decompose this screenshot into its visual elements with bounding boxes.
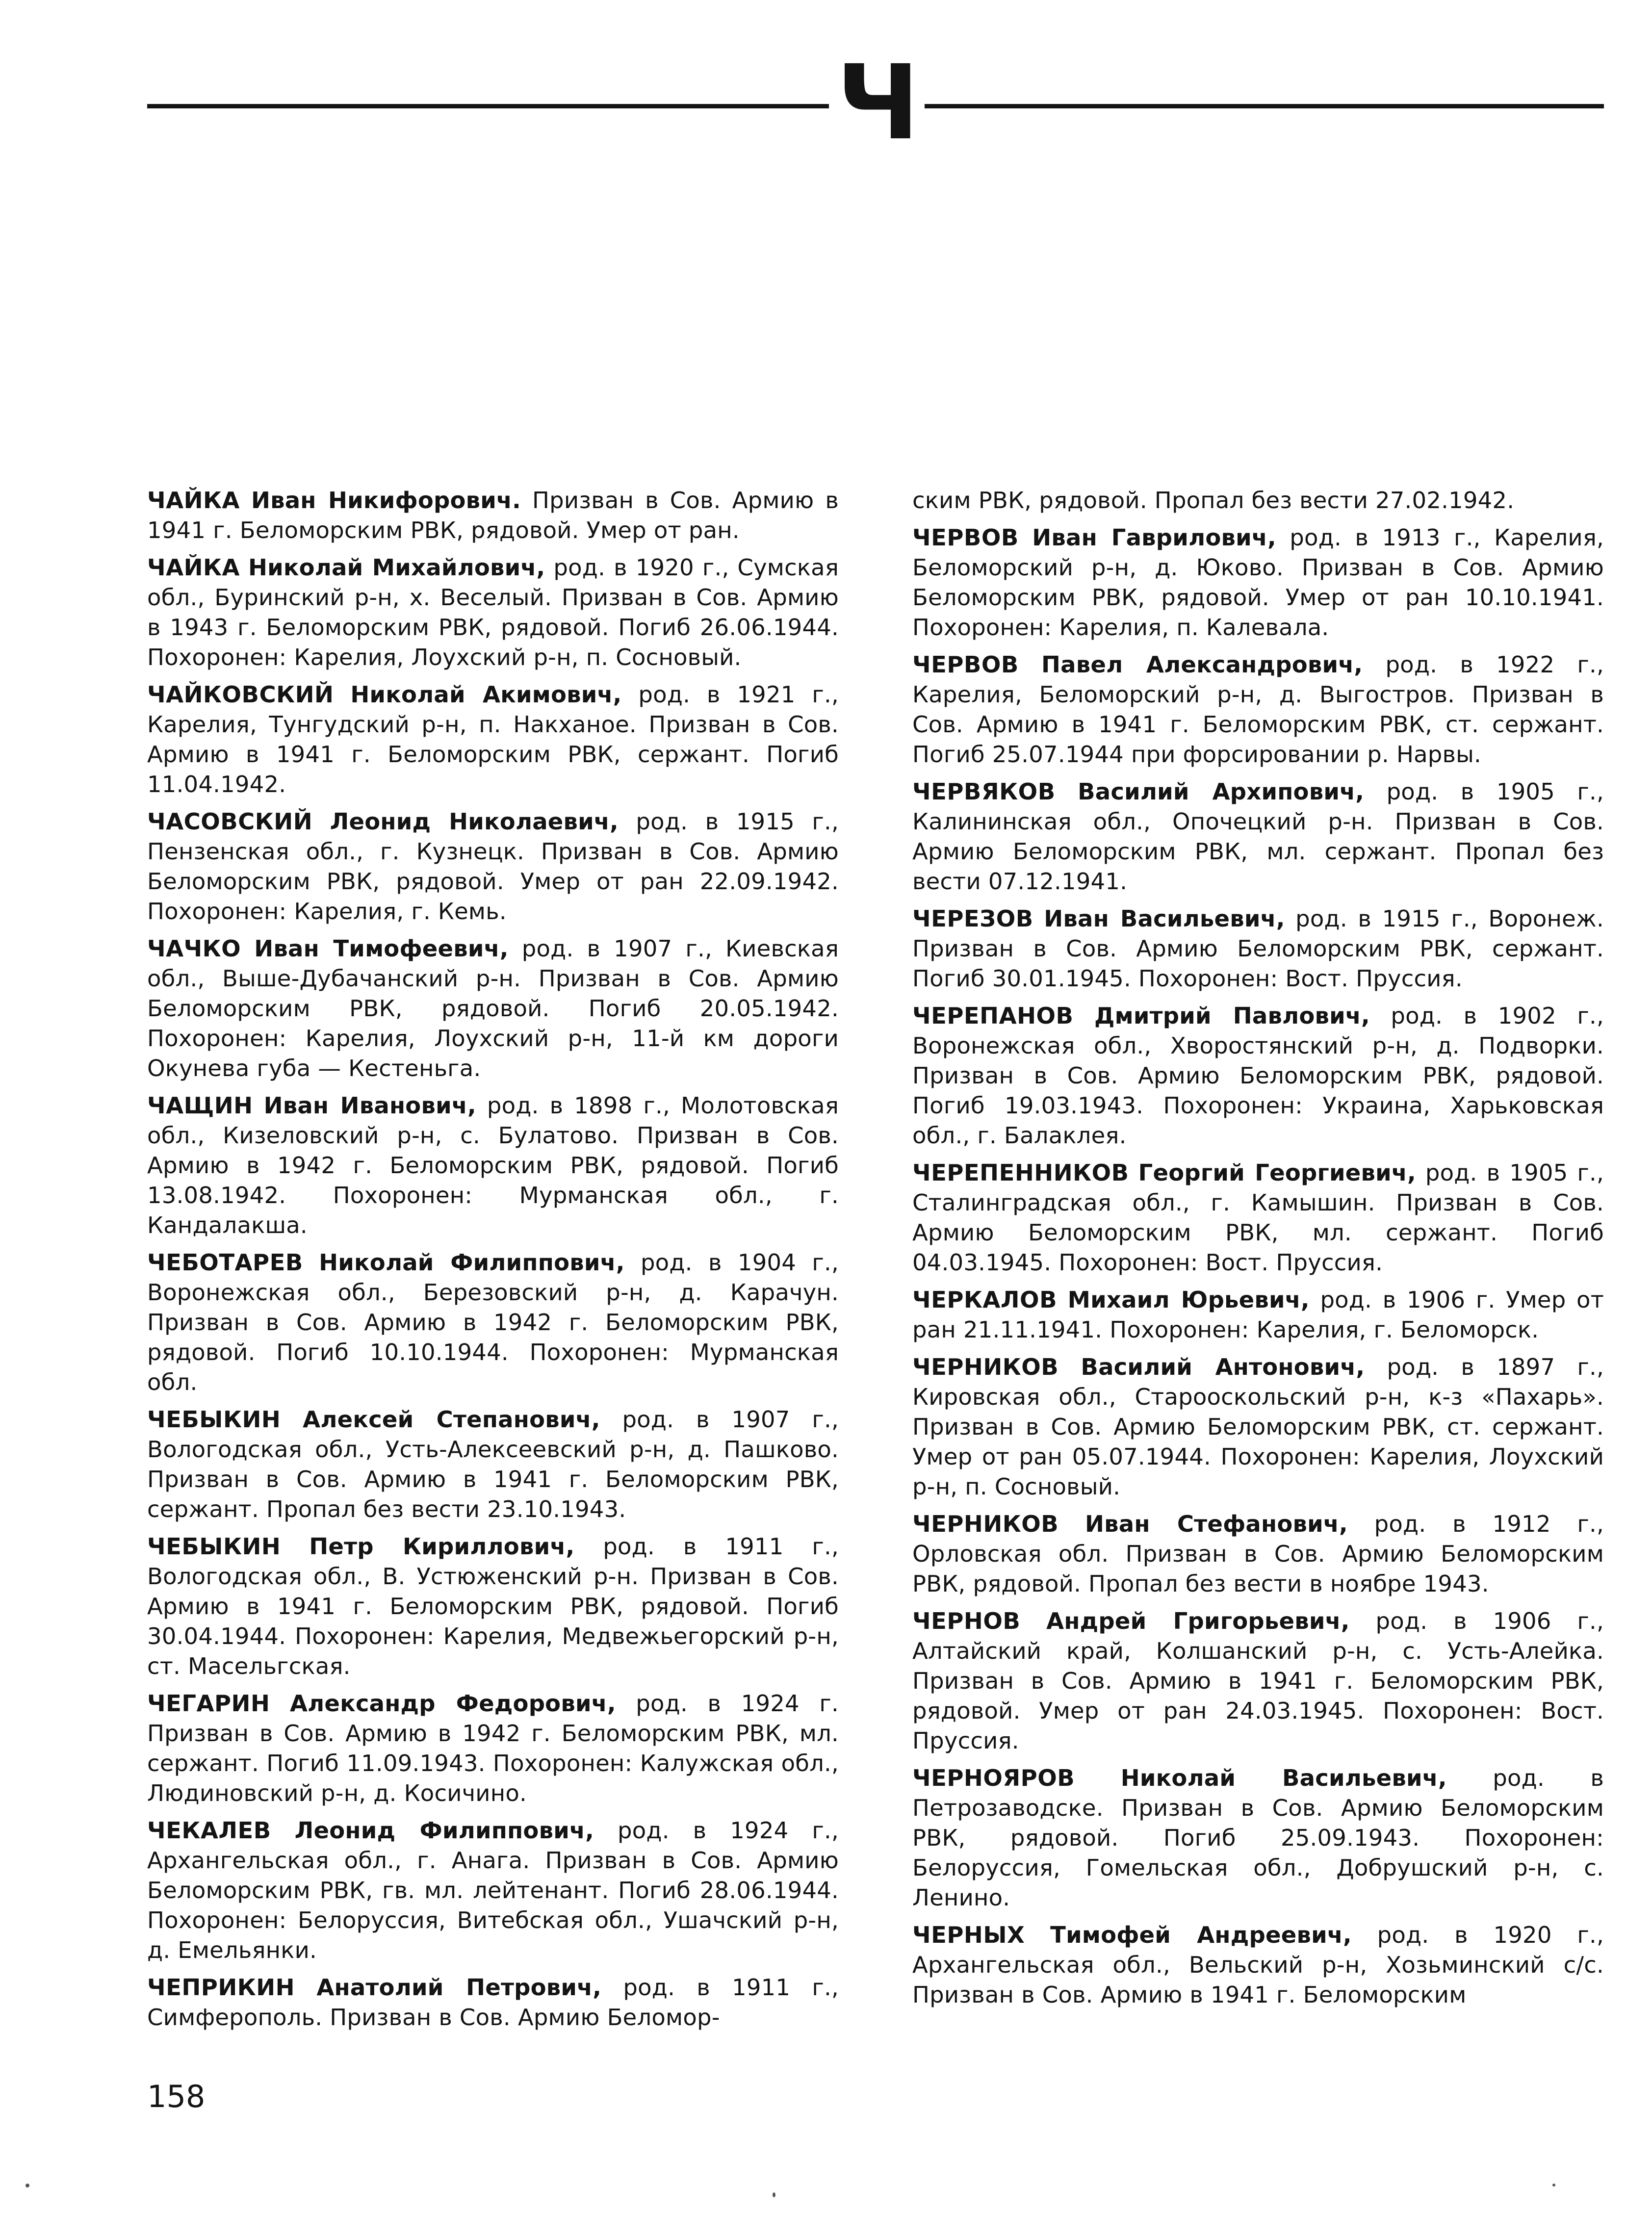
entry-text: род. в 1924 г. Призван в Сов. Армию в 1942 г. Беломорским РВК, мл. сержант. Погиб 11.09.1943. Похоронен: Калужская обл., Людиновский р-н, д. Косичино.	[147, 1690, 839, 1806]
entry-text: род. в 1915 г., Воронеж. Призван в Сов. Армию Беломорским РВК, сержант. Погиб 30.01.1945. Похоронен: Вост. Пруссия.	[912, 905, 1604, 992]
entry-text: ским РВК, рядовой. Пропал без вести 27.02.1942.	[912, 487, 1515, 514]
entry-given-names: Василий Антонович,	[1081, 1354, 1365, 1380]
entry	[147, 1091, 839, 1240]
entry	[147, 1248, 839, 1397]
entry-text: род. в 1907 г., Вологодская обл., Усть-Алексеевский р-н, д. Пашково. Призван в Сов. Армию в 1941 г. Беломорским РВК, сержант. Пропал без вести 23.10.1943.	[147, 1406, 839, 1522]
entry	[912, 904, 1604, 994]
entry	[147, 1816, 839, 1965]
scan-speck	[773, 2192, 775, 2197]
entry-surname: ЧАЩИН	[147, 1092, 253, 1119]
entry-text: род. в 1904 г., Воронежская обл., Березовский р-н, д. Карачун. Призван в Сов. Армию в 1942 г. Беломорским РВК, рядовой. Погиб 10.10.1944. Похоронен: Мурманская обл.	[147, 1249, 839, 1395]
entry-given-names: Иван Стефанович,	[1085, 1511, 1348, 1537]
entry-surname: ЧЕБЫКИН	[147, 1406, 281, 1433]
entry-text: род. в Петрозаводске. Призван в Сов. Армию Беломорским РВК, рядовой. Погиб 25.09.1943. Похоронен: Белоруссия, Гомельская обл., Добрушский р-н, с. Ленино.	[912, 1765, 1604, 1911]
entry-text: род. в 1907 г., Киевская обл., Выше-Дубачанский р-н. Призван в Сов. Армию Беломорским РВК, рядовой. Погиб 20.05.1942. Похоронен: Карелия, Лоухский р-н, 11-й км дороги Окунева губа — Кестеньга.	[147, 935, 839, 1081]
entry-surname: ЧЕРВОВ	[912, 524, 1019, 551]
entry-surname: ЧАСОВСКИЙ	[147, 808, 313, 835]
entry	[912, 1352, 1604, 1502]
entry-given-names: Павел Александрович,	[1041, 651, 1363, 678]
entry-text: Призван в Сов. Армию в 1941 г. Беломорским РВК, рядовой. Умер от ран.	[147, 487, 839, 543]
entry-text: род. в 1897 г., Кировская обл., Старооскольский р-н, к-з «Пахарь». Призван в Сов. Армию Беломорским РВК, ст. сержант. Умер от ран 05.07.1944. Похоронен: Карелия, Лоухский р-н, п. Сосновый.	[912, 1354, 1604, 1500]
entry-given-names: Иван Тимофеевич,	[254, 935, 509, 962]
entry-text: род. в 1905 г., Сталинградская обл., г. Камышин. Призван в Сов. Армию Беломорским РВК, мл. сержант. Погиб 04.03.1945. Похоронен: Вост. Пруссия.	[912, 1159, 1604, 1276]
entry-text: род. в 1906 г. Умер от ран 21.11.1941. Похоронен: Карелия, г. Беломорск.	[912, 1287, 1604, 1343]
entry-given-names: Николай Филиппович,	[319, 1249, 625, 1276]
entry-surname: ЧЕРКАЛОВ	[912, 1287, 1058, 1313]
entry-surname: ЧЕПРИКИН	[147, 1974, 295, 2001]
entry	[912, 523, 1604, 643]
entry-surname: ЧАЙКА	[147, 554, 240, 581]
entry	[147, 1689, 839, 1808]
entry	[912, 1158, 1604, 1278]
entry-text: род. в 1912 г., Орловская обл. Призван в Сов. Армию Беломорским РВК, рядовой. Пропал без вести в ноябре 1943.	[912, 1511, 1604, 1597]
entry-surname: ЧЕРЕПАНОВ	[912, 1003, 1074, 1029]
entry-text: род. в 1905 г., Калининская обл., Опочецкий р-н. Призван в Сов. Армию Беломорским РВК, мл. сержант. Пропал без вести 07.12.1941.	[912, 778, 1604, 895]
entry-text: род. в 1913 г., Карелия, Беломорский р-н, д. Юково. Призван в Сов. Армию Беломорским РВК, рядовой. Умер от ран 10.10.1941. Похоронен: Карелия, п. Калевала.	[912, 524, 1604, 641]
entry-given-names: Леонид Филиппович,	[294, 1817, 594, 1844]
entry	[147, 486, 839, 545]
entry-given-names: Иван Гаврилович,	[1032, 524, 1276, 551]
entry-given-names: Леонид Николаевич,	[330, 808, 619, 835]
entry	[147, 1973, 839, 2033]
entry-given-names: Андрей Григорьевич,	[1046, 1608, 1350, 1634]
entry-surname: ЧЕГАРИН	[147, 1690, 270, 1717]
entry-given-names: Тимофей Андреевич,	[1050, 1922, 1352, 1948]
header-rule-left	[147, 104, 829, 108]
entry-given-names: Анатолий Петрович,	[316, 1974, 602, 2001]
entry-text: род. в 1915 г., Пензенская обл., г. Кузнецк. Призван в Сов. Армию Беломорским РВК, рядовой. Умер от ран 22.09.1942. Похоронен: Карелия, г. Кемь.	[147, 808, 839, 925]
entry	[912, 1606, 1604, 1756]
entry	[147, 807, 839, 926]
entry-given-names: Георгий Георгиевич,	[1138, 1159, 1416, 1186]
entry-given-names: Иван Никифорович.	[251, 487, 521, 514]
entry-given-names: Дмитрий Павлович,	[1094, 1003, 1370, 1029]
entry-continuation	[912, 486, 1604, 515]
entry-given-names: Николай Васильевич,	[1120, 1765, 1447, 1791]
entry	[147, 680, 839, 799]
entry-given-names: Александр Федорович,	[289, 1690, 616, 1717]
scan-speck	[26, 2184, 29, 2187]
entry-surname: ЧАЙКОВСКИЙ	[147, 681, 334, 708]
entry-text: род. в 1920 г., Сумская обл., Буринский р-н, х. Веселый. Призван в Сов. Армию в 1943 г. Беломорским РВК, рядовой. Погиб 26.06.1944. Похоронен: Карелия, Лоухский р-н, п. Сосновый.	[147, 554, 839, 670]
entry-surname: ЧЕРНИКОВ	[912, 1354, 1059, 1380]
left-column	[147, 486, 839, 2040]
entry	[912, 1763, 1604, 1913]
entry	[912, 1509, 1604, 1599]
entry-given-names: Николай Акимович,	[350, 681, 622, 708]
entry-surname: ЧЕБОТАРЕВ	[147, 1249, 303, 1276]
entry-surname: ЧЕРВОВ	[912, 651, 1019, 678]
page-number: 158	[147, 2079, 206, 2114]
entry-surname: ЧАЧКО	[147, 935, 241, 962]
entry-surname: ЧЕРНЫХ	[912, 1922, 1025, 1948]
entry	[912, 777, 1604, 897]
entry	[147, 553, 839, 672]
entry-given-names: Алексей Степанович,	[303, 1406, 600, 1433]
entry-text: род. в 1902 г., Воронежская обл., Хворостянский р-н, д. Подворки. Призван в Сов. Армию Беломорским РВК, рядовой. Погиб 19.03.1943. Похоронен: Украина, Харьковская обл., г. Балаклея.	[912, 1003, 1604, 1149]
scan-speck	[1552, 2184, 1555, 2187]
entry	[912, 1285, 1604, 1345]
section-header	[147, 43, 1604, 163]
header-rule-right	[925, 104, 1604, 108]
entry-surname: ЧЕРНИКОВ	[912, 1511, 1059, 1537]
entry-given-names: Иван Васильевич,	[1044, 905, 1285, 932]
entry	[147, 934, 839, 1083]
entry-given-names: Михаил Юрьевич,	[1067, 1287, 1310, 1313]
entry-surname: ЧЕРВЯКОВ	[912, 778, 1056, 805]
entry-text: род. в 1921 г., Карелия, Тунгудский р-н, п. Накханое. Призван в Сов. Армию в 1941 г. Беломорским РВК, сержант. Погиб 11.04.1942.	[147, 681, 839, 798]
entry-surname: ЧЕБЫКИН	[147, 1533, 281, 1560]
entry-text: род. в 1911 г., Вологодская обл., В. Устюженский р-н. Призван в Сов. Армию в 1941 г. Беломорским РВК, рядовой. Погиб 30.04.1944. Похоронен: Карелия, Медвежьегорский р-н, ст. Масельгская.	[147, 1533, 839, 1679]
entry-surname: ЧЕРНОВ	[912, 1608, 1021, 1634]
entry-text: род. в 1924 г., Архангельская обл., г. Анага. Призван в Сов. Армию Беломорским РВК, гв. мл. лейтенант. Погиб 28.06.1944. Похоронен: Белоруссия, Витебская обл., Ушачский р-н, д. Емельянки.	[147, 1817, 839, 1963]
entry-given-names: Николай Михайлович,	[248, 554, 545, 581]
entry-text: род. в 1911 г., Симферополь. Призван в Сов. Армию Беломор-	[147, 1974, 839, 2031]
entry-surname: ЧЕРЕЗОВ	[912, 905, 1033, 932]
entry-text: род. в 1920 г., Архангельская обл., Вельский р-н, Хозьминский с/с. Призван в Сов. Армию в 1941 г. Беломорским	[912, 1922, 1604, 2008]
entry-surname: ЧАЙКА	[147, 487, 240, 514]
right-column	[912, 486, 1604, 2017]
entry-text: род. в 1898 г., Молотовская обл., Кизеловский р-н, с. Булатово. Призван в Сов. Армию в 1942 г. Беломорским РВК, рядовой. Погиб 13.08.1942. Похоронен: Мурманская обл., г. Кандалакша.	[147, 1092, 839, 1238]
entry-text: род. в 1906 г., Алтайский край, Колшанский р-н, с. Усть-Алейка. Призван в Сов. Армию в 1941 г. Беломорским РВК, рядовой. Умер от ран 24.03.1945. Похоронен: Вост. Пруссия.	[912, 1608, 1604, 1754]
entry-surname: ЧЕРЕПЕННИКОВ	[912, 1159, 1129, 1186]
entry	[912, 1001, 1604, 1151]
entry-given-names: Василий Архипович,	[1078, 778, 1365, 805]
entry	[147, 1405, 839, 1524]
entry-surname: ЧЕКАЛЕВ	[147, 1817, 271, 1844]
section-letter: Ч	[836, 43, 920, 163]
entry-text: род. в 1922 г., Карелия, Беломорский р-н, д. Выгостров. Призван в Сов. Армию в 1941 г. Беломорским РВК, ст. сержант. Погиб 25.07.1944 при форсировании р. Нарвы.	[912, 651, 1604, 768]
entry	[912, 1920, 1604, 2010]
entry-surname: ЧЕРНОЯРОВ	[912, 1765, 1075, 1791]
entry	[912, 650, 1604, 770]
entry-given-names: Петр Кириллович,	[309, 1533, 575, 1560]
entry	[147, 1532, 839, 1681]
entry-given-names: Иван Иванович,	[263, 1092, 476, 1119]
